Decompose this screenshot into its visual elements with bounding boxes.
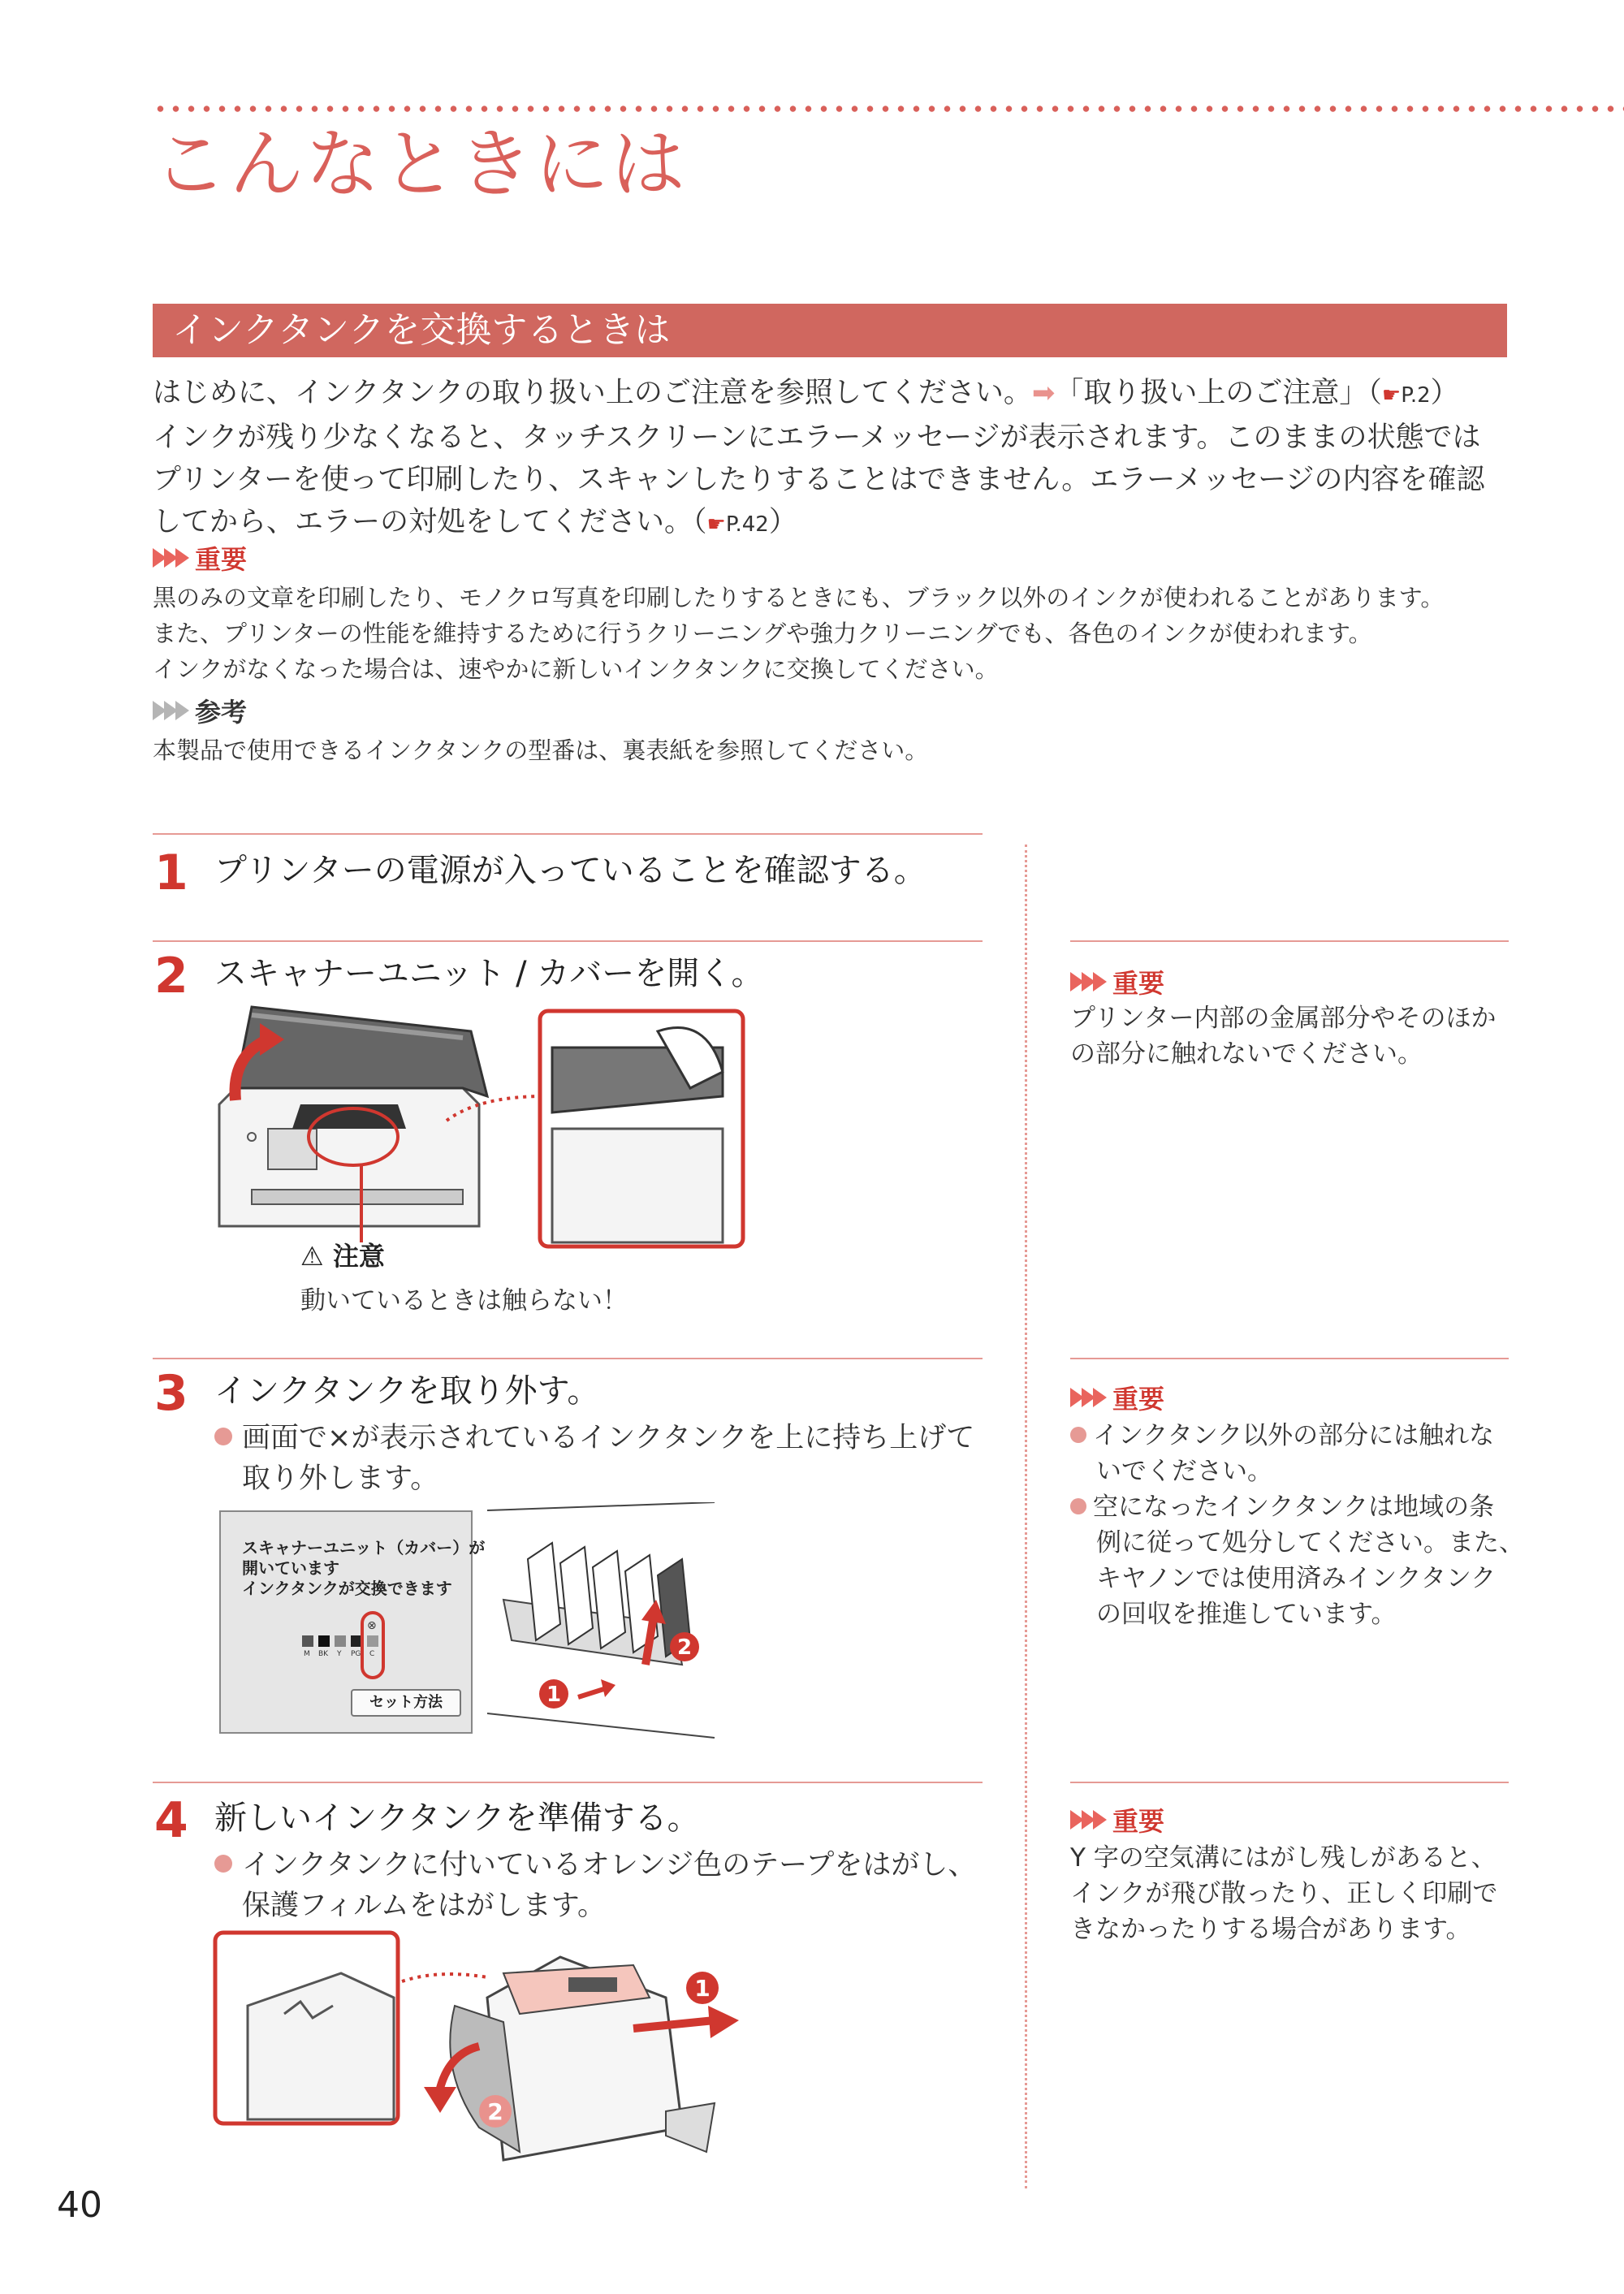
touchscreen-illustration: スキャナーユニット（カバー）が 開いています インクタンクが交換できます M BK Y PG C ⊗ セット方法 <box>219 1510 473 1734</box>
chevron-marker-icon <box>153 701 187 720</box>
svg-text:2: 2 <box>487 2098 503 2125</box>
page-number: 40 <box>57 2184 102 2226</box>
step-divider <box>153 940 983 942</box>
step-title: スキャナーユニット / カバーを開く。 <box>214 955 764 992</box>
section-heading: インクタンクを交換するときは <box>153 304 1507 357</box>
side-note-text: プリンター内部の金属部分やそのほか の部分に触れないでください。 <box>1070 1004 1497 1069</box>
step-divider <box>153 1358 983 1359</box>
step-divider <box>153 1782 983 1783</box>
reference-heading: 参考 <box>153 692 247 729</box>
ink-indicator <box>318 1635 330 1647</box>
ink-indicator <box>335 1635 346 1647</box>
intro-line1: はじめに、インクタンクの取り扱い上のご注意を参照してください。 <box>153 377 1032 409</box>
ink-tank-tape-illustration <box>211 1925 763 2168</box>
side-divider <box>1070 1782 1509 1783</box>
title-dotted-rule <box>153 104 1624 114</box>
step-number: 3 <box>154 1365 188 1422</box>
svg-text:1: 1 <box>546 1683 562 1707</box>
chevron-marker-icon <box>153 548 187 568</box>
intro-link-text[interactable]: 「取り扱い上のご注意」（ <box>1055 377 1382 409</box>
pointing-hand-icon: ☛ <box>1381 383 1402 408</box>
side-divider <box>1070 1358 1509 1359</box>
arrow-right-icon: ➡ <box>1031 377 1056 409</box>
reference-note-text: 本製品で使用できるインクタンクの型番は、裏表紙を参照してください。 <box>153 737 929 764</box>
side-important-heading: 重要 <box>1070 1379 1164 1416</box>
chevron-marker-icon <box>1070 1388 1104 1407</box>
side-divider <box>1070 940 1509 942</box>
step-title: プリンターの電源が入っていることを確認する。 <box>214 852 926 889</box>
step-bullet: インクタンクに付いているオレンジ色のテープをはがし、 保護フィルムをはがします。 <box>214 1845 976 1926</box>
step-number: 4 <box>154 1792 188 1849</box>
svg-text:2: 2 <box>676 1635 693 1660</box>
bullet-dot-icon <box>1070 1427 1086 1443</box>
setup-method-button: セット方法 <box>351 1689 461 1717</box>
bullet-dot-icon <box>214 1855 232 1873</box>
ink-indicator <box>302 1635 313 1647</box>
pointing-hand-icon: ☛ <box>706 512 726 537</box>
page-ref-p42[interactable]: P.42 <box>725 512 769 537</box>
side-important-heading: 重要 <box>1070 1801 1164 1838</box>
step-title: 新しいインクタンクを準備する。 <box>214 1799 700 1837</box>
column-divider <box>1025 845 1027 2188</box>
page-ref-p2[interactable]: P.2 <box>1401 383 1431 408</box>
important-heading: 重要 <box>153 539 247 577</box>
printer-open-illustration <box>203 999 755 1259</box>
important-note-text: 黒のみの文章を印刷したり、モノクロ写真を印刷したりするときにも、ブラック以外のインクが使われることがあります。 また、プリンターの性能を維持するために行うクリーニングや強力クリーニングでも、各色のインクが使われます。 インクがなくなった場合は、速やかに新しいインクタンクに交換してください。 <box>153 584 1445 683</box>
intro-line3: プリンターを使って印刷したり、スキャンしたりすることはできません。エラーメッセージの内容を確認 <box>153 464 1485 496</box>
svg-text:1: 1 <box>694 1975 710 2002</box>
warning-triangle-icon: ⚠ <box>300 1241 324 1272</box>
step-title: インクタンクを取り外す。 <box>214 1372 600 1410</box>
caution-heading: ⚠ 注意 <box>300 1241 385 1272</box>
step-number: 2 <box>154 948 188 1004</box>
intro-paragraph: はじめに、インクタンクの取り扱い上のご注意を参照してください。➡「取り扱い上のご注意」（☛P.2） インクが残り少なくなると、タッチスクリーンにエラーメッセージが表示されます。このままの状態では プリンターを使って印刷したり、スキャンしたりすることはできません。エラーメッセージの内容を確認 してから、エラーの対処をしてください。（☛P.42） <box>153 372 1533 546</box>
step-divider <box>153 833 983 835</box>
x-mark-icon: ⊗ <box>367 1619 377 1632</box>
side-important-heading: 重要 <box>1070 963 1164 1000</box>
chevron-marker-icon <box>1070 972 1104 991</box>
highlight-ring <box>361 1611 385 1679</box>
side-note-text: Y 字の空気溝にはがし残しがあると、 インクが飛び散ったり、正しく印刷で きなかったりする場合があります。 <box>1070 1843 1498 1944</box>
side-note-bullets: インクタンク以外の部分には触れな いでください。 空になったインクタンクは地域の条 例に従って処分してください。また、 キヤノンでは使用済みインクタンク の回収を推進しています。 <box>1070 1418 1524 1632</box>
page-title: こんなときには <box>153 121 688 208</box>
step-bullet: 画面で×が表示されているインクタンクを上に持ち上げて 取り外します。 <box>214 1418 974 1499</box>
bullet-dot-icon <box>1070 1498 1086 1514</box>
intro-line2: インクが残り少なくなると、タッチスクリーンにエラーメッセージが表示されます。このままの状態では <box>153 421 1481 454</box>
screen-message: スキャナーユニット（カバー）が 開いています インクタンクが交換できます <box>242 1538 486 1598</box>
intro-line4: してから、エラーの対処をしてください。（ <box>153 506 707 538</box>
ink-tank-removal-illustration <box>487 1502 731 1746</box>
caution-text: 動いているときは触らない！ <box>300 1286 628 1315</box>
bullet-dot-icon <box>214 1428 232 1445</box>
step-number: 1 <box>154 845 188 901</box>
chevron-marker-icon <box>1070 1810 1104 1830</box>
